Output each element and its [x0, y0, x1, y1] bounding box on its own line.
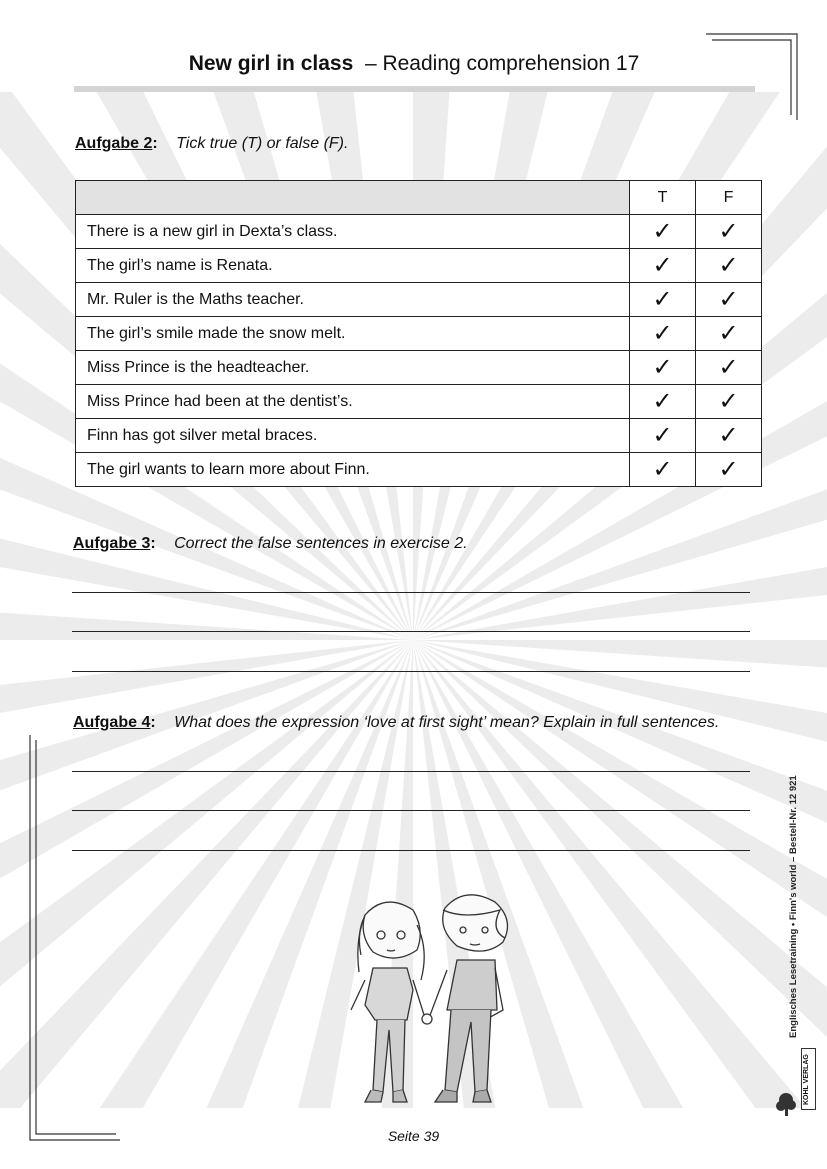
table-row [76, 385, 762, 419]
task2-label: Aufgabe 2 [75, 135, 153, 152]
title-underline-bar [74, 86, 755, 92]
page-number: Seite 39 [387, 1128, 440, 1144]
tick-box-false[interactable]: ✓ [696, 419, 762, 453]
tick-box-false[interactable]: ✓ [696, 317, 762, 351]
tick-box-false[interactable]: ✓ [696, 351, 762, 385]
answer-line[interactable] [72, 850, 750, 851]
task4-label: Aufgabe 4 [73, 714, 151, 731]
answer-line[interactable] [72, 771, 750, 772]
statement-cell: The girl’s smile made the snow melt. [76, 317, 630, 351]
title-bold: New girl in class [188, 52, 354, 75]
publisher-name: KOHL VERLAG [803, 1054, 810, 1105]
tick-box-false[interactable]: ✓ [696, 453, 762, 487]
statement-cell: Miss Prince had been at the dentist’s. [76, 385, 630, 419]
publisher-sidebar [774, 760, 824, 1120]
table-row [76, 215, 762, 249]
answer-line[interactable] [72, 810, 750, 811]
tick-box-true[interactable]: ✓ [630, 453, 696, 487]
task3-heading: Aufgabe 3: Correct the false sentences in exercise 2. [73, 535, 468, 552]
statement-cell: Mr. Ruler is the Maths teacher. [76, 283, 630, 317]
answer-line[interactable] [72, 671, 750, 672]
answer-line[interactable] [72, 592, 750, 593]
task4-heading: Aufgabe 4: What does the expression ‘love at first sight’ mean? Explain in full sentences. [73, 714, 720, 731]
true-false-table-wrap [75, 180, 762, 487]
table-header-row [76, 181, 762, 215]
table-row [76, 453, 762, 487]
column-header-true: T [630, 181, 696, 215]
table-row [76, 249, 762, 283]
statement-cell: There is a new girl in Dexta’s class. [76, 215, 630, 249]
table-header-blank [76, 181, 630, 215]
publisher-logo [801, 1048, 816, 1110]
task2-instruction: Tick true (T) or false (F). [176, 135, 349, 152]
tick-box-false[interactable]: ✓ [696, 385, 762, 419]
task2-heading: Aufgabe 2: Tick true (T) or false (F). [75, 135, 349, 152]
tick-box-true[interactable]: ✓ [630, 215, 696, 249]
tick-box-false[interactable]: ✓ [696, 283, 762, 317]
couple-illustration [325, 880, 525, 1115]
statement-cell: Miss Prince is the headteacher. [76, 351, 630, 385]
task3-instruction: Correct the false sentences in exercise 2. [174, 535, 468, 552]
tick-box-false[interactable]: ✓ [696, 249, 762, 283]
tick-box-true[interactable]: ✓ [630, 249, 696, 283]
page-title [74, 52, 754, 76]
task4-instruction: What does the expression ‘love at first sight’ mean? Explain in full sentences. [174, 714, 720, 731]
tick-box-true[interactable]: ✓ [630, 419, 696, 453]
table-row [76, 317, 762, 351]
tree-logo-icon [774, 1090, 802, 1120]
answer-line[interactable] [72, 631, 750, 632]
tick-box-false[interactable]: ✓ [696, 215, 762, 249]
column-header-false: F [696, 181, 762, 215]
title-rest: – Reading comprehension 17 [364, 52, 640, 75]
tick-box-true[interactable]: ✓ [630, 283, 696, 317]
statement-cell: The girl wants to learn more about Finn. [76, 453, 630, 487]
table-row [76, 283, 762, 317]
statement-cell: Finn has got silver metal braces. [76, 419, 630, 453]
table-row [76, 419, 762, 453]
publication-info: Englisches Lesetraining • Finn's world – Bestell-Nr. 12 921 [788, 775, 799, 1038]
tick-box-true[interactable]: ✓ [630, 317, 696, 351]
tick-box-true[interactable]: ✓ [630, 385, 696, 419]
table-row [76, 351, 762, 385]
tick-box-true[interactable]: ✓ [630, 351, 696, 385]
true-false-table [75, 180, 762, 487]
task3-label: Aufgabe 3 [73, 535, 151, 552]
statement-cell: The girl’s name is Renata. [76, 249, 630, 283]
